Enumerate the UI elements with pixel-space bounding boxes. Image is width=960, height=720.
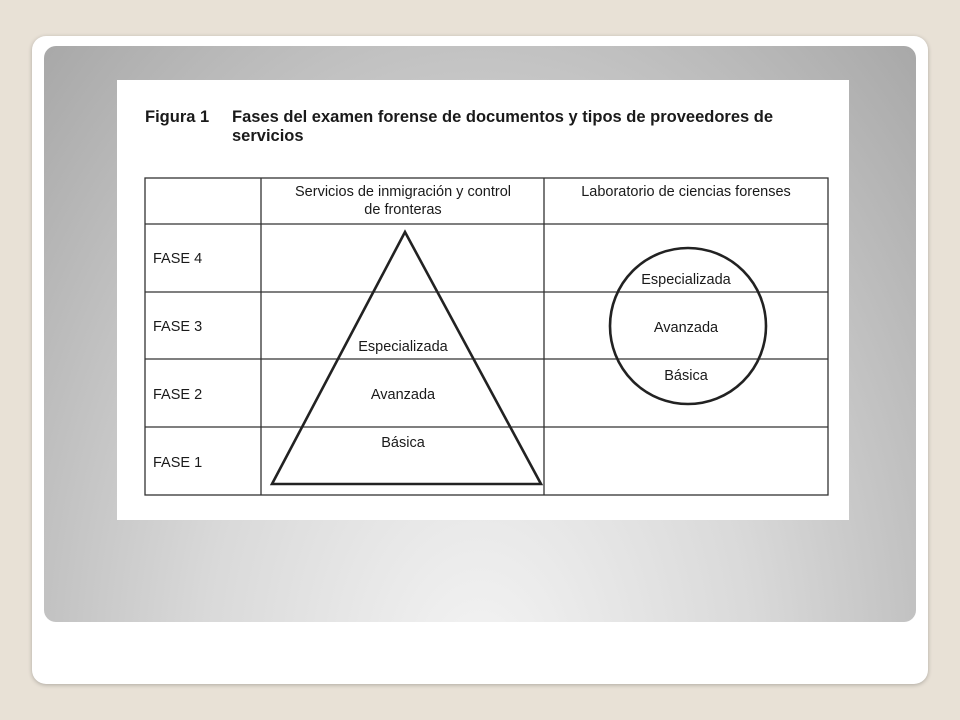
- table-grid: [145, 178, 828, 495]
- figure-title: Fases del examen forense de documentos y tipos de proveedores de servicios: [232, 108, 774, 145]
- col-header-2: Laboratorio de ciencias forenses: [581, 184, 791, 200]
- circle-level-especializada: Especializada: [641, 272, 731, 288]
- col-header-1-line-1: Servicios de inmigración y control: [295, 184, 511, 200]
- circle-level-basica: Básica: [664, 368, 708, 384]
- table-border: [145, 178, 828, 495]
- pyramid-level-avanzada: Avanzada: [370, 387, 436, 403]
- pyramid-level-basica: Básica: [381, 435, 425, 451]
- col-header-1-line-2: de fronteras: [364, 202, 442, 218]
- row-label-fase-2: FASE 2: [153, 387, 203, 403]
- circle-level-avanzada: Avanzada: [653, 320, 719, 336]
- phases-table: [117, 80, 849, 520]
- figure-number: Figura 1: [145, 108, 210, 126]
- pyramid-level-especializada: Especializada: [358, 339, 448, 355]
- figure-image: [117, 80, 849, 520]
- row-label-fase-4: FASE 4: [153, 251, 203, 267]
- row-label-fase-1: FASE 1: [153, 455, 203, 471]
- row-label-fase-3: FASE 3: [153, 319, 203, 335]
